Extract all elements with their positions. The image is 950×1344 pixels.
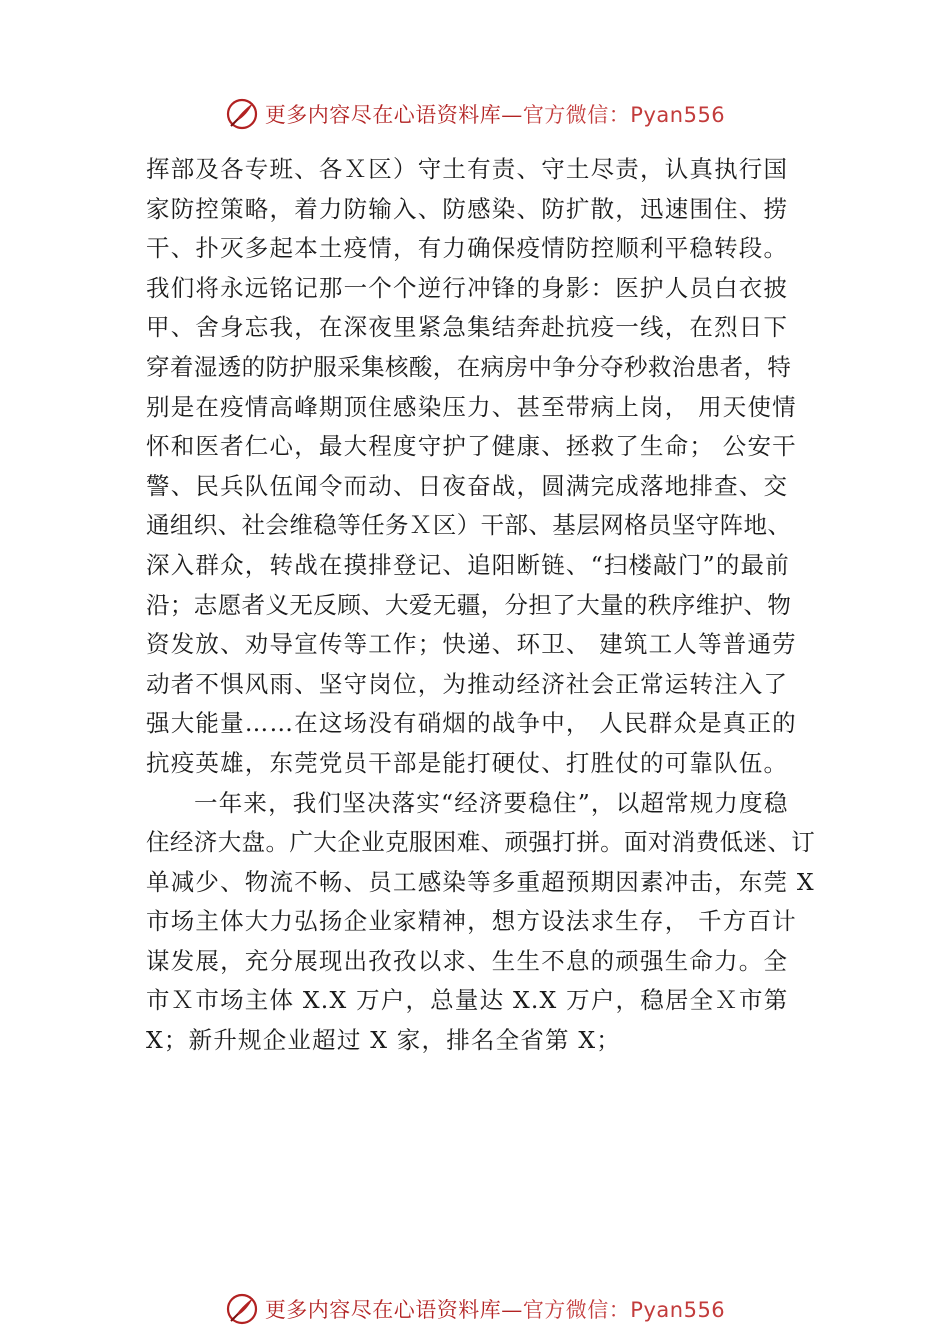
body-line: 市Ｘ市场主体 X.X 万户，总量达 X.X 万户，稳居全Ｘ市第 — [146, 986, 789, 1015]
footer-banner-text: 更多内容尽在心语资料库— — [264, 1298, 523, 1322]
body-line: 资发放、劝导宣传等工作；快递、环卫、 建筑工人等普通劳 — [146, 630, 797, 659]
body-line: 甲、舍身忘我，在深夜里紧急集结奔赴抗疫一线，在烈日下 — [146, 313, 789, 342]
body-line: 家防控策略，着力防输入、防感染、防扩散，迅速围住、捞 — [146, 194, 789, 223]
body-line: 抗疫英雄，东莞党员干部是能打硬仗、打胜仗的可靠队伍。 — [146, 748, 789, 777]
footer-banner-wechat: 官方微信：Pyan556 — [522, 1298, 726, 1322]
quill-logo-icon — [225, 97, 259, 131]
footer-banner — [0, 1289, 950, 1329]
document-body — [146, 150, 822, 1061]
body-line: 别是在疫情高峰期顶住感染压力、甚至带病上岗， 用天使情 — [146, 392, 797, 421]
body-line: 市场主体大力弘扬企业家精神，想方设法求生存， 千方百计 — [146, 907, 797, 936]
body-line: 警、民兵队伍闻令而动、日夜奋战，圆满完成落地排查、交 — [146, 471, 789, 500]
body-line: X；新升规企业超过 X 家，排名全省第 X； — [146, 1026, 621, 1055]
header-banner-text: 更多内容尽在心语资料库— — [264, 103, 523, 127]
body-line: 谋发展，充分展现出孜孜以求、生生不息的顽强生命力。全 — [146, 946, 789, 975]
body-line: 沿；志愿者义无反顾、大爱无疆，分担了大量的秩序维护、物 — [146, 590, 792, 619]
body-line: 动者不惧风雨、坚守岗位，为推动经济社会正常运转注入了 — [146, 669, 789, 698]
body-line: 强大能量……在这场没有硝烟的战争中， 人民群众是真正的 — [146, 709, 797, 738]
header-banner-wechat: 官方微信：Pyan556 — [522, 103, 726, 127]
body-line: 住经济大盘。广大企业克服困难、顽强打拼。面对消费低迷、订 — [146, 828, 816, 857]
header-banner — [0, 94, 950, 134]
body-line: 通组织、社会维稳等任务Ｘ区）干部、基层网格员坚守阵地、 — [146, 511, 792, 540]
body-line: 我们将永远铭记那一个个逆行冲锋的身影：医护人员白衣披 — [146, 273, 789, 302]
body-line: 一年来，我们坚决落实“经济要稳住”，以超常规力度稳 — [194, 788, 789, 817]
body-line: 单减少、物流不畅、员工感染等多重超预期因素冲击，东莞 X — [146, 867, 815, 896]
quill-logo-icon — [225, 1292, 259, 1326]
body-line: 挥部及各专班、各Ｘ区）守土有责、守土尽责，认真执行国 — [146, 155, 789, 183]
body-line: 怀和医者仁心，最大程度守护了健康、拯救了生命； 公安干 — [146, 432, 797, 461]
body-line: 深入群众，转战在摸排登记、追阳断链、“扫楼敲门”的最前 — [146, 550, 790, 579]
body-line: 穿着湿透的防护服采集核酸，在病房中争分夺秒救治患者，特 — [146, 352, 792, 381]
body-line: 干、扑灭多起本土疫情，有力确保疫情防控顺利平稳转段。 — [146, 234, 789, 263]
